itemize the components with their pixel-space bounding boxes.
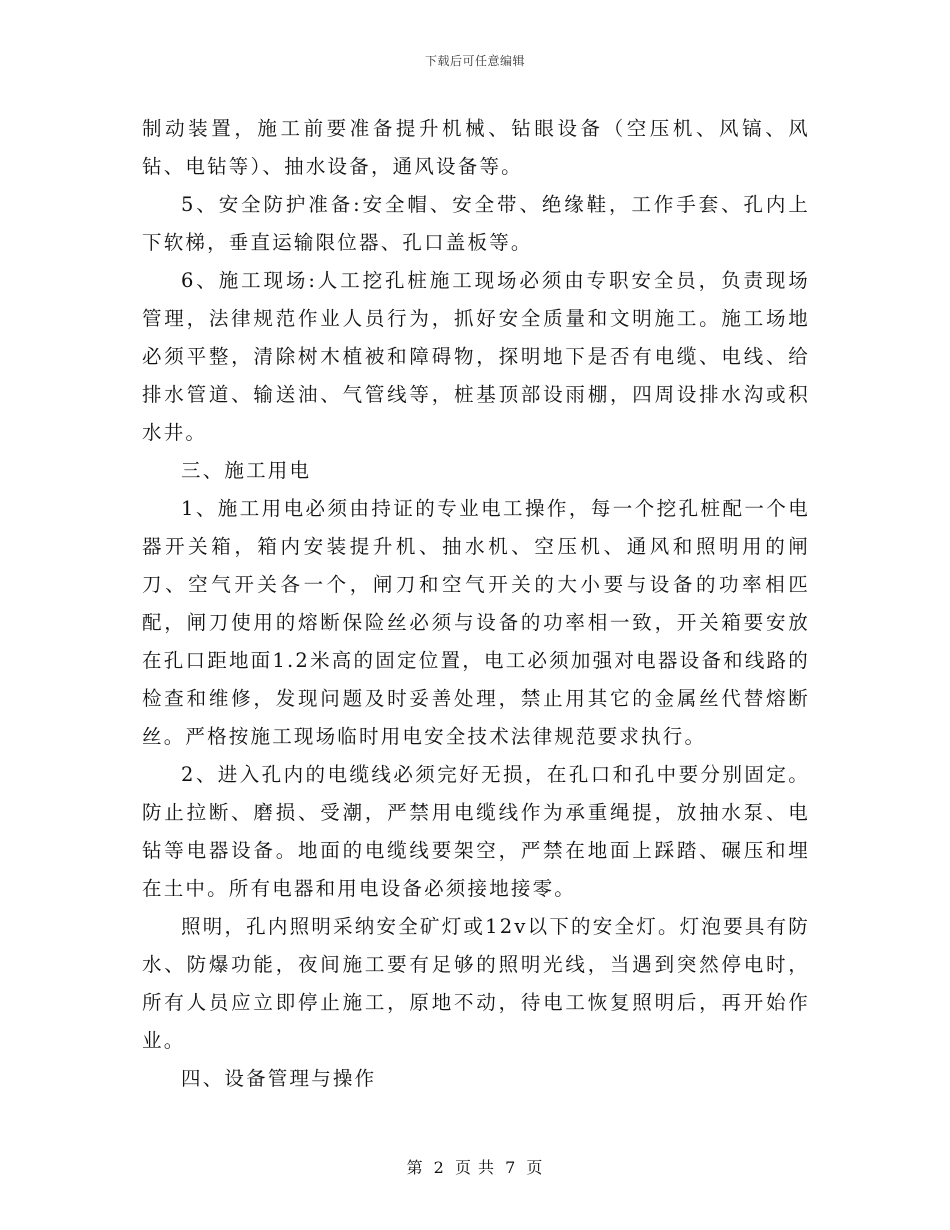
section-heading-electricity: 三、施工用电 <box>181 459 312 482</box>
section-heading-equipment: 四、设备管理与操作 <box>181 1067 377 1090</box>
total-pages-number: 7 <box>505 1158 517 1177</box>
footer-prefix: 第 <box>406 1158 424 1177</box>
footer-mid: 页 共 <box>454 1158 496 1177</box>
paragraph-construction-site: 6、施工现场:人工挖孔桩施工现场必须由专职安全员，负责现场管理，法律规范作业人员行为，抓好安全质量和文明施工。施工场地必须平整，清除树木植被和障碍物，探明地下是否有电缆、电线、给排水管道、输送油、气管线等，桩基顶部设雨棚，四周设排水沟或积水井。 <box>142 269 810 444</box>
current-page-number: 2 <box>433 1158 445 1177</box>
paragraph-continued: 制动装置，施工前要准备提升机械、钻眼设备（空压机、风镐、风钻、电钻等）、抽水设备，通风设备等。 <box>142 117 810 178</box>
paragraph-electricity-1: 1、施工用电必须由持证的专业电工操作，每一个挖孔桩配一个电器开关箱，箱内安装提升机、抽水机、空压机、通风和照明用的闸刀、空气开关各一个，闸刀和空气开关的大小要与设备的功率相匹配，闸刀使用的熔断保险丝必须与设备的功率相一致，开关箱要安放在孔口距地面1.2米高的固定位置，电工必须加强对电器设备和线路的检查和维修，发现问题及时妥善处理，禁止用其它的金属丝代替熔断丝。严格按施工现场临时用电安全技术法律规范要求执行。 <box>142 497 810 748</box>
paragraph-safety-equipment: 5、安全防护准备:安全帽、安全带、绝缘鞋，工作手套、孔内上下软梯，垂直运输限位器、孔口盖板等。 <box>142 193 810 254</box>
footer-suffix: 页 <box>526 1158 544 1177</box>
paragraph-lighting: 照明，孔内照明采纳安全矿灯或12v以下的安全灯。灯泡要具有防水、防爆功能，夜间施工要有足够的照明光线，当遇到突然停电时，所有人员应立即停止施工，原地不动，待电工恢复照明后，再开始作业。 <box>142 915 810 1052</box>
paragraph-electricity-2: 2、进入孔内的电缆线必须完好无损，在孔口和孔中要分别固定。防止拉断、磨损、受潮，严禁用电缆线作为承重绳提，放抽水泵、电钻等电器设备。地面的电缆线要架空，严禁在地面上踩踏、碾压和埋在土中。所有电器和用电设备必须接地接零。 <box>142 763 810 900</box>
document-body <box>142 110 810 1098</box>
page-header: 下载后可任意编辑 <box>424 54 525 68</box>
page-footer <box>0 1155 950 1178</box>
